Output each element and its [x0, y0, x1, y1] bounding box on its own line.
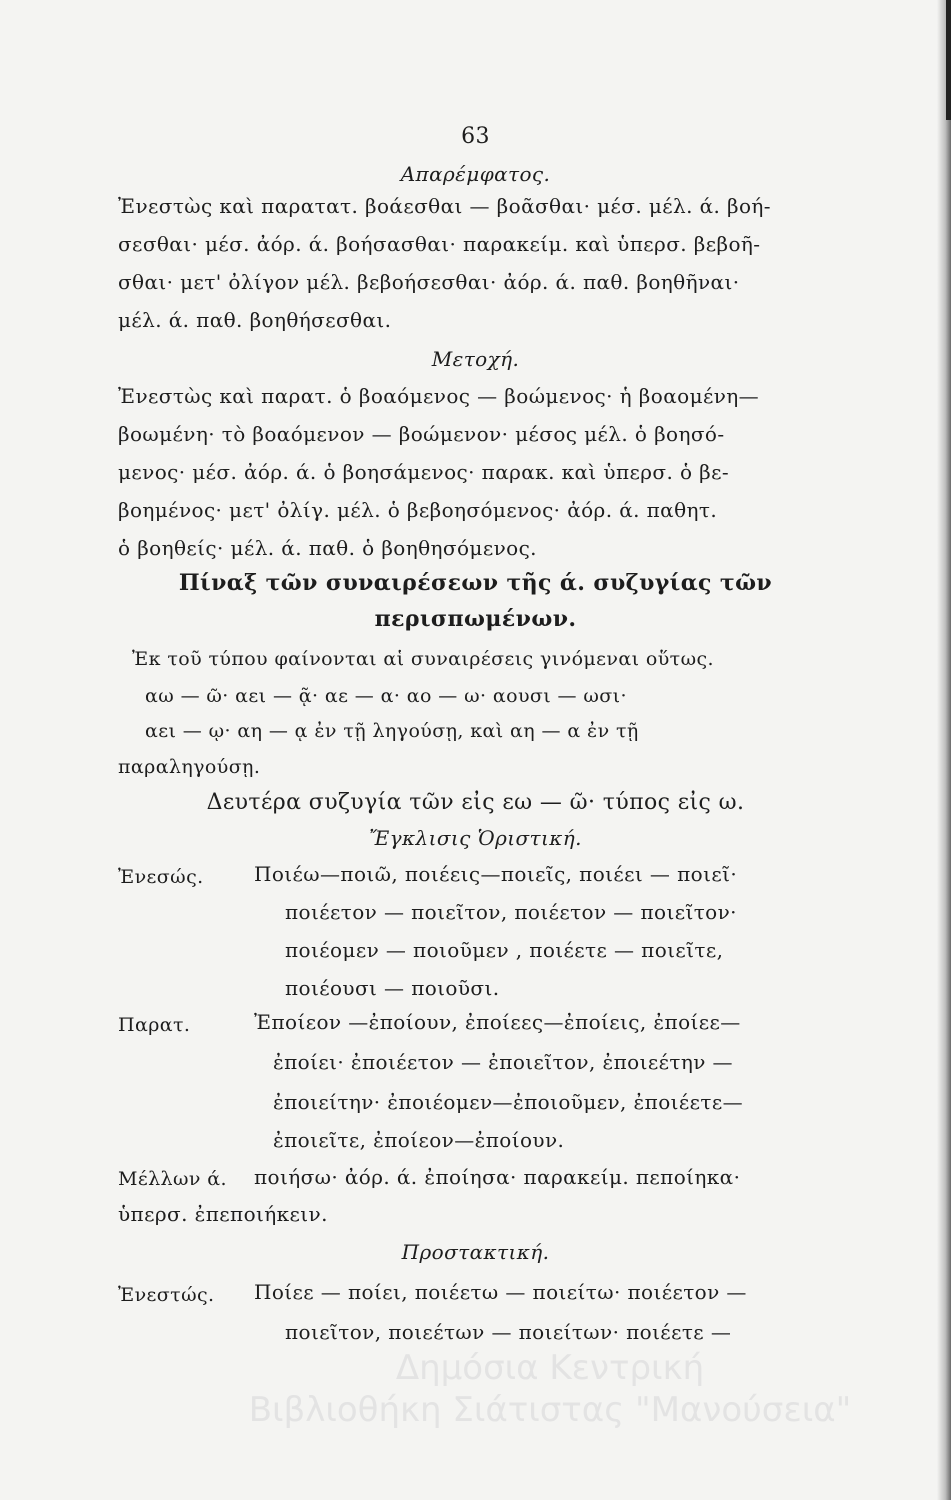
tense-label-present: Ἐνεσώς.	[118, 866, 204, 888]
tense-label-imperative: Ἐνεστώς.	[118, 1284, 215, 1306]
paradigm-line: Ποίεε — ποίει, ποιέετω — ποιείτω· ποιέετον —	[254, 1280, 747, 1304]
paradigm-line: ἐποιείτην· ἐποιέομεν—ἐποιοῦμεν, ἐποιέετε—	[273, 1090, 744, 1114]
contractions-row: αει — ῳ· αη — ᾳ ἐν τῇ ληγούσῃ, καὶ αη — α ἐν τῇ	[145, 720, 639, 742]
paradigm-line: ποιέομεν — ποιοῦμεν , ποιέετε — ποιεῖτε,	[285, 938, 724, 962]
paradigm-line: ὑπερσ. ἐπεποιήκειν.	[118, 1202, 328, 1226]
text-line: Ἐνεστὼς καὶ παρατατ. βοάεσθαι — βοᾶσθαι· μέσ. μέλ. ά. βοή-	[118, 194, 771, 218]
library-watermark-line2: Βιβλιοθήκη Σιάτιστας "Μανούσεια"	[248, 1390, 852, 1430]
text-line: μενος· μέσ. ἀόρ. ά. ὁ βοησάμενος· παρακ. καὶ ὑπερσ. ὁ βε-	[118, 460, 730, 484]
text-line: μέλ. ά. παθ. βοηθήσεσθαι.	[118, 308, 392, 332]
text-line: σθαι· μετ' ὀλίγον μέλ. βεβοήσεσθαι· ἀόρ. ά. παθ. βοηθῆναι·	[118, 270, 740, 294]
heading-infinitives: Απαρέμφατος.	[400, 162, 551, 186]
paradigm-line: ποιήσω· ἀόρ. ά. ἐποίησα· παρακείμ. πεποίηκα·	[254, 1165, 741, 1189]
paradigm-line: ποιέετον — ποιεῖτον, ποιέετον — ποιεῖτον·	[285, 900, 737, 924]
mood-heading: Ἔγκλισις Ὁριστική.	[369, 826, 582, 850]
page-corner-shadow	[946, 0, 951, 120]
paradigm-line: Ἐποίεον —ἐποίουν, ἐποίεες—ἐποίεις, ἐποίεε—	[254, 1010, 741, 1034]
paradigm-line: ποιέουσι — ποιοῦσι.	[285, 976, 500, 1000]
table-title-cont: περισπωμένων.	[374, 606, 577, 632]
page-edge-shadow	[937, 0, 951, 1500]
library-watermark: Δημόσια Κεντρική	[395, 1348, 705, 1388]
tense-label-future: Μέλλων ά.	[118, 1168, 227, 1190]
second-conjugation-heading: Δευτέρα συζυγία τῶν εἰς εω — ῶ· τύπος εἰς ω.	[206, 790, 745, 815]
text-line: ὁ βοηθείς· μέλ. ά. παθ. ὁ βοηθησόμενος.	[118, 536, 537, 560]
page-number: 63	[461, 124, 490, 149]
heading-imperative: Προστακτική.	[401, 1240, 550, 1264]
text-line: σεσθαι· μέσ. ἀόρ. ά. βοήσασθαι· παρακείμ. καὶ ὑπερσ. βεβοῆ-	[118, 232, 761, 256]
contractions-row: αω — ῶ· αει — ᾷ· αε — α· αο — ω· αουσι — ωσι·	[145, 685, 627, 707]
table-title: Πίναξ τῶν συναιρέσεων τῆς ά. συζυγίας τῶν	[178, 570, 773, 596]
contractions-row: παραληγούσῃ.	[118, 756, 261, 778]
paradigm-line: ἐποίει· ἐποιέετον — ἐποιεῖτον, ἐποιεέτην —	[273, 1050, 733, 1074]
paradigm-line: ποιεῖτον, ποιεέτων — ποιείτων· ποιέετε —	[285, 1320, 732, 1344]
heading-participle: Μετοχή.	[431, 347, 520, 371]
paradigm-line: ἐποιεῖτε, ἐποίεον—ἐποίουν.	[273, 1128, 565, 1152]
text-line: βοωμένη· τὸ βοαόμενον — βοώμενον· μέσος μέλ. ὁ βοησό-	[118, 422, 725, 446]
text-line: βοημένος· μετ' ὀλίγ. μέλ. ὁ βεβοησόμενος· ἀόρ. ά. παθητ.	[118, 498, 718, 522]
tense-label-imperfect: Παρατ.	[118, 1014, 191, 1036]
paradigm-line: Ποιέω—ποιῶ, ποιέεις—ποιεῖς, ποιέει — ποιεῖ·	[254, 862, 738, 886]
text-line: Ἐνεστὼς καὶ παρατ. ὁ βοαόμενος — βοώμενος· ἡ βοαομένη—	[118, 384, 760, 408]
contractions-intro: Ἐκ τοῦ τύπου φαίνονται αἱ συναιρέσεις γινόμεναι οὕτως.	[132, 648, 714, 670]
